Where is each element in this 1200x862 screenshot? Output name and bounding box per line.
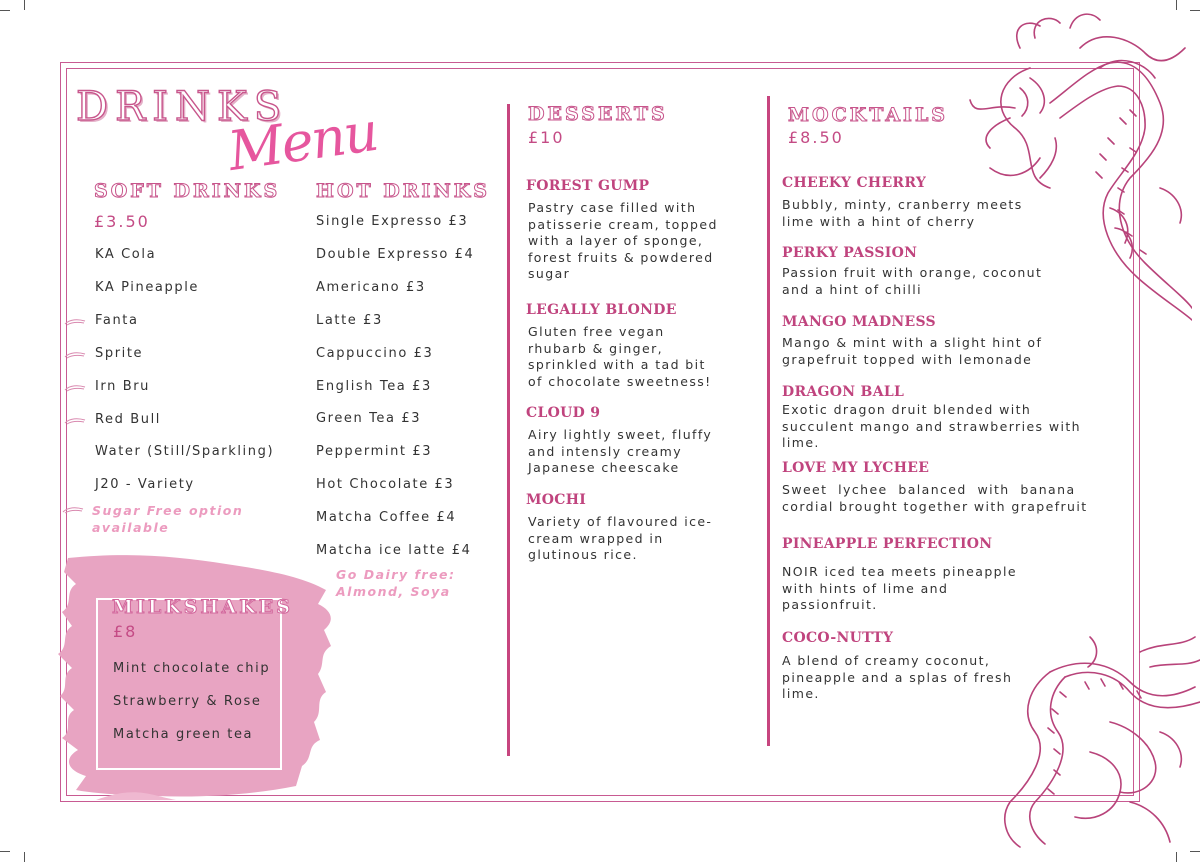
dairy-free-note: [336, 566, 456, 600]
mocktail-description: [782, 335, 1102, 368]
soft-drink-item: Sprite: [95, 345, 144, 361]
wing-icon: [62, 506, 84, 514]
dessert-description-line: Japanese cheescake: [528, 460, 680, 475]
desserts-price: £10: [528, 128, 565, 147]
soft-drink-item: Water (Still/Sparkling): [95, 444, 275, 460]
dessert-description-line: sprinkled with a tad bit: [528, 357, 706, 372]
dessert-description: [528, 200, 758, 283]
dessert-description-line: of chocolate sweetness!: [528, 373, 712, 389]
mocktail-description: [782, 564, 1102, 614]
dessert-description: [528, 514, 758, 564]
milkshakes-price: £8: [113, 622, 138, 641]
soft-drink-item: KA Pineapple: [95, 279, 200, 295]
hot-drink-item: Single Expresso £3: [316, 214, 469, 229]
dessert-description: [528, 427, 758, 477]
dessert-description-line: Pastry case filled with: [528, 200, 697, 215]
mocktail-description-line: lime.: [782, 435, 820, 450]
mocktail-description-line: Exotic dragon druit blended with: [782, 402, 1032, 417]
milkshake-item: Mint chocolate chip: [113, 661, 271, 676]
hot-drinks-title: HOT DRINKS: [316, 180, 491, 202]
crop-mark: [0, 10, 10, 11]
crop-mark: [24, 0, 25, 10]
dessert-description-line: glutinous rice.: [528, 547, 638, 562]
dessert-name: MOCHI: [526, 492, 587, 508]
mocktail-description-line: Bubbly, minty, cranberry meets: [782, 197, 1023, 212]
mocktail-description: [782, 482, 1102, 515]
sugar-free-note: [92, 502, 243, 536]
dessert-description-line: Airy lightly sweet, fluffy: [528, 427, 713, 442]
hot-drink-item: Hot Chocolate £3: [316, 477, 455, 493]
dessert-description-line: rhubarb & ginger,: [528, 340, 663, 356]
mocktail-name: COCO-NUTTY: [782, 630, 894, 646]
dessert-description-line: with a layer of sponge,: [528, 233, 704, 248]
mocktail-description-line: lime with a hint of cherry: [782, 213, 976, 229]
mocktail-description: [782, 197, 1102, 230]
mocktail-name: PERKY PASSION: [782, 245, 918, 261]
mocktail-name: MANGO MADNESS: [782, 314, 936, 330]
desserts-title: DESSERTS: [528, 103, 668, 125]
mocktail-description-line: lime.: [782, 686, 820, 701]
column-divider: [767, 96, 770, 746]
mocktail-description-line: cordial brought together with grapefruit: [782, 498, 1088, 514]
milkshake-item: Strawberry & Rose: [113, 694, 262, 709]
sugar-free-note-line: Sugar Free option: [92, 503, 244, 518]
crop-mark: [24, 852, 25, 862]
hot-drink-item: Peppermint £3: [316, 444, 433, 460]
hot-drink-item: Matcha Coffee £4: [316, 510, 457, 526]
mocktail-description-line: Mango & mint with a slight hint of: [782, 335, 1043, 350]
mocktail-description-line: A blend of creamy coconut,: [782, 653, 991, 668]
dessert-description-line: sugar: [528, 266, 571, 281]
mocktails-title: MOCKTAILS: [788, 104, 949, 126]
hot-drink-item: Cappuccino £3: [316, 345, 434, 361]
milkshake-item: Matcha green tea: [113, 727, 254, 742]
dessert-name: CLOUD 9: [526, 405, 601, 421]
crop-mark: [0, 851, 10, 852]
mocktail-description-line: NOIR iced tea meets pineapple: [782, 564, 1017, 579]
soft-drink-item: Fanta: [95, 312, 139, 328]
hot-drink-item: Green Tea £3: [316, 411, 422, 427]
soft-drink-item: J20 - Variety: [95, 477, 195, 493]
hot-drink-item: Double Expresso £4: [316, 246, 475, 262]
wing-icon: [64, 417, 86, 425]
dessert-description-line: patisserie cream, topped: [528, 216, 718, 232]
mocktail-description-line: grapefruit topped with lemonade: [782, 351, 1033, 367]
soft-drinks-price: £3.50: [94, 212, 150, 231]
sugar-free-note-line: available: [92, 520, 170, 535]
milkshakes-title: MILKSHAKES: [112, 596, 293, 618]
mocktail-description-line: Passion fruit with orange, coconut: [782, 265, 1043, 280]
hot-drink-item: English Tea £3: [316, 378, 432, 394]
mocktail-description-line: pineapple and a splas of fresh: [782, 669, 1013, 685]
mocktail-description: [782, 653, 1102, 703]
wing-icon: [64, 384, 86, 392]
mocktails-price: £8.50: [788, 128, 844, 147]
mocktail-description-line: passionfruit.: [782, 597, 878, 612]
hot-drink-item: Matcha ice latte £4: [316, 543, 472, 558]
mocktail-description-line: with hints of lime and: [782, 580, 949, 596]
wing-icon: [64, 318, 86, 326]
mocktail-name: DRAGON BALL: [782, 384, 905, 400]
menu-subtitle-script: Menu: [224, 99, 381, 184]
wing-icon: [64, 351, 86, 359]
dairy-free-note-line: Almond, Soya: [336, 584, 451, 599]
mocktail-name: PINEAPPLE PERFECTION: [782, 536, 993, 552]
soft-drink-item: KA Cola: [95, 247, 157, 262]
mocktail-description-line: Sweet lychee balanced with banana: [782, 482, 1076, 497]
dessert-name: FOREST GUMP: [526, 178, 650, 194]
dessert-description-line: Variety of flavoured ice-: [528, 514, 713, 529]
mocktail-description: [782, 402, 1102, 452]
mocktail-name: LOVE MY LYCHEE: [782, 460, 930, 476]
dessert-description-line: cream wrapped in: [528, 530, 664, 546]
dessert-description-line: and intensly creamy: [528, 443, 683, 459]
mocktail-name: CHEEKY CHERRY: [782, 175, 927, 191]
soft-drink-item: Red Bull: [95, 411, 162, 427]
mocktail-description-line: and a hint of chilli: [782, 281, 923, 297]
hot-drink-item: Americano £3: [316, 279, 426, 295]
hot-drink-item: Latte £3: [316, 312, 383, 328]
dessert-description-line: Gluten free vegan: [528, 324, 665, 339]
column-divider: [507, 104, 510, 756]
menu-title: DRINKS: [76, 84, 289, 130]
mocktail-description: [782, 265, 1102, 298]
mocktail-description-line: succulent mango and strawberries with: [782, 418, 1081, 434]
soft-drinks-title: SOFT DRINKS: [94, 180, 281, 202]
dessert-description-line: forest fruits & powdered: [528, 249, 714, 265]
dessert-name: LEGALLY BLONDE: [526, 302, 677, 318]
dairy-free-note-line: Go Dairy free:: [336, 567, 456, 582]
soft-drink-item: Irn Bru: [95, 378, 151, 394]
dessert-description: [528, 324, 758, 390]
